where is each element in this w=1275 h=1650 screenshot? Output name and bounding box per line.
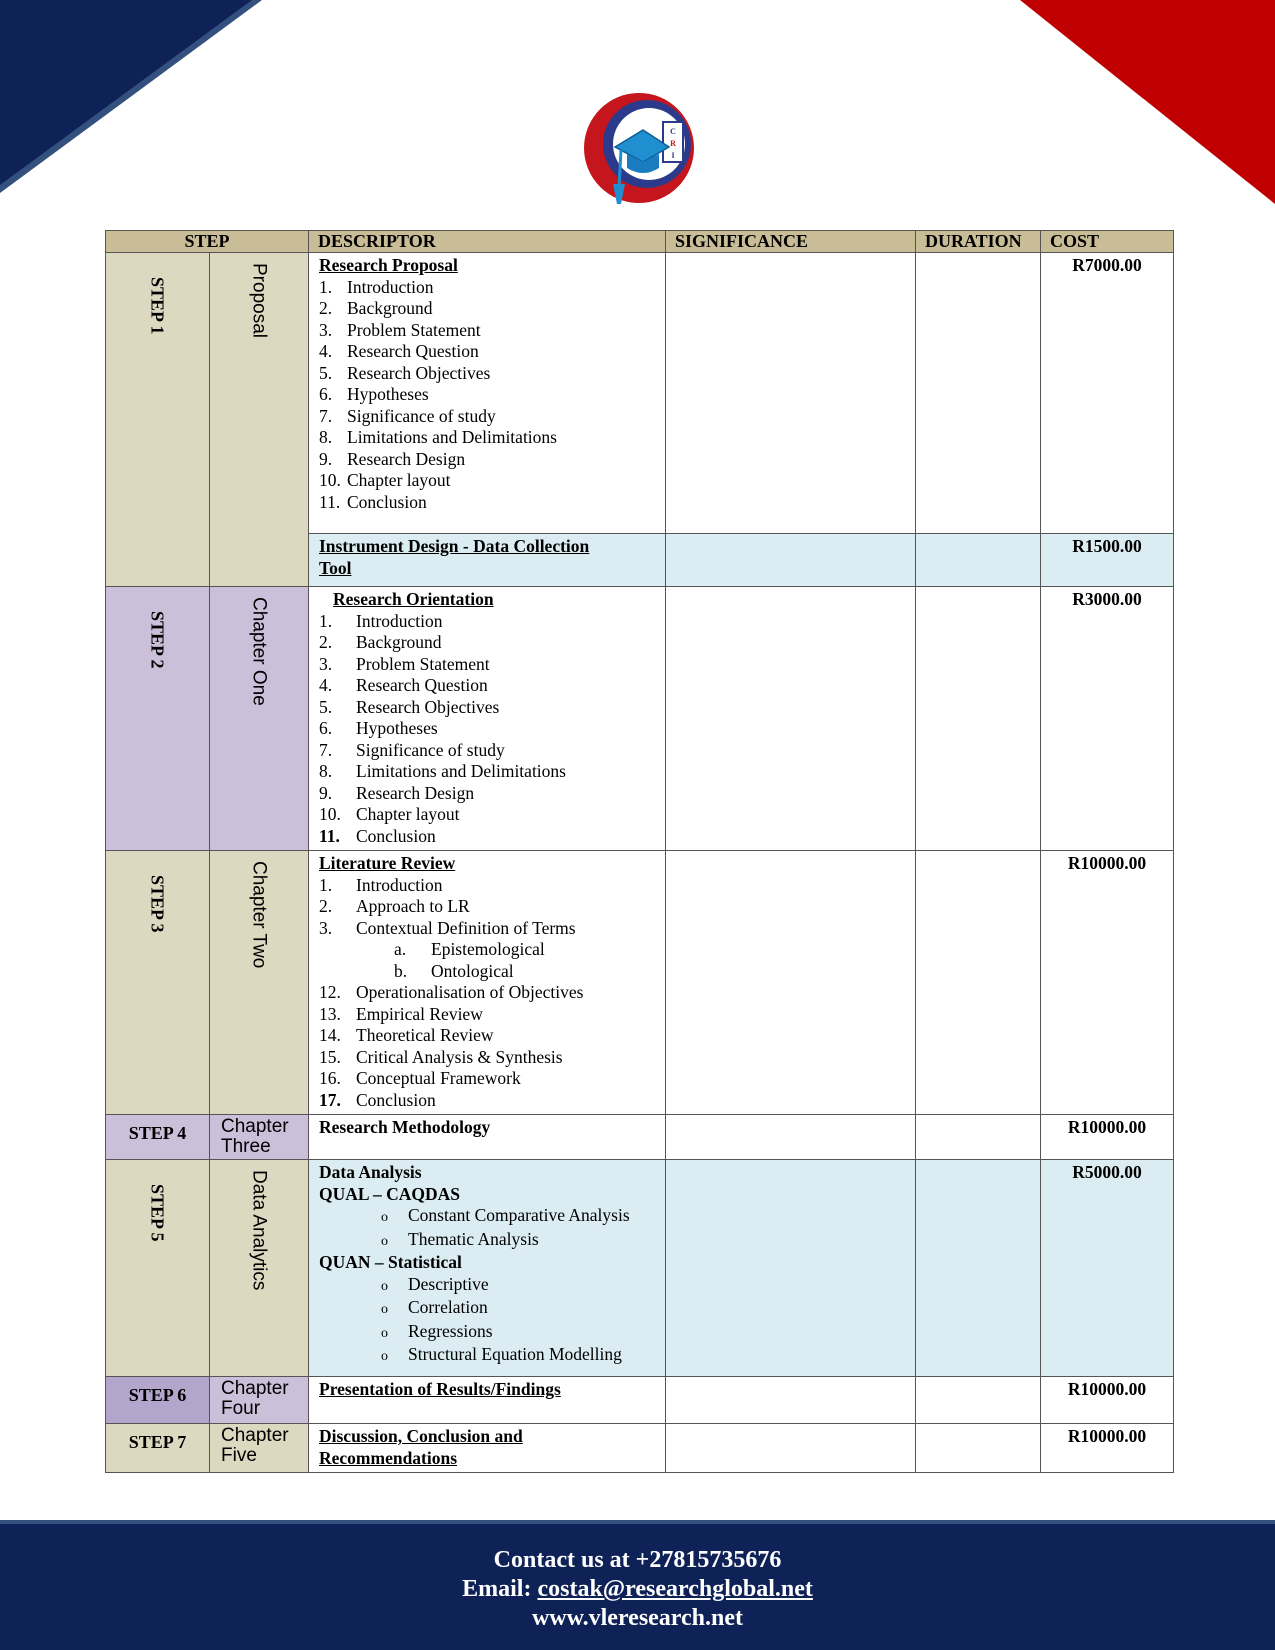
bullet-item-text: Regressions (408, 1320, 493, 1341)
list-item-text: Contextual Definition of Terms (356, 917, 576, 938)
table-row-step-2 (106, 587, 1174, 851)
list-item-text: Research Objectives (356, 696, 500, 717)
list-item (319, 761, 655, 783)
cost-cell: R10000.00 (1041, 1377, 1174, 1424)
descriptor-title: Data Analysis (319, 1162, 422, 1182)
list-item-number: 2. (319, 298, 333, 318)
qual-list (319, 1205, 655, 1252)
contact-email-line (0, 1575, 1275, 1604)
significance-cell (666, 1160, 916, 1377)
significance-cell (666, 534, 916, 587)
descriptor-title: Research Methodology (319, 1117, 491, 1137)
list-item-text: Introduction (356, 874, 443, 895)
bullet-item (319, 1344, 655, 1368)
email-label: Email: (462, 1576, 538, 1602)
list-item-text: Research Objectives (347, 362, 491, 383)
step-label: STEP 4 (106, 1115, 210, 1160)
list-item-number: 4. (319, 675, 333, 695)
sub-list-item (319, 961, 655, 983)
list-item (319, 1090, 655, 1112)
bullet-icon: o (381, 1210, 388, 1225)
list-item (319, 363, 655, 385)
chapter-label: Chapter Two (248, 861, 270, 969)
header-cost: COST (1041, 231, 1174, 253)
list-item (319, 804, 655, 826)
cost-cell: R5000.00 (1041, 1160, 1174, 1377)
list-item-text: Conclusion (356, 1089, 436, 1110)
duration-cell (916, 1115, 1041, 1160)
list-item (319, 1047, 655, 1069)
list-item (319, 277, 655, 299)
list-item-text: Conceptual Framework (356, 1068, 521, 1088)
list-item-number: 9. (319, 448, 333, 469)
step-label: STEP 3 (147, 875, 168, 933)
list-item-text: Theoretical Review (356, 1025, 494, 1045)
significance-cell (666, 851, 916, 1115)
list-item (319, 406, 655, 428)
list-item-text: Chapter layout (356, 804, 460, 824)
list-item-number: 1. (319, 610, 333, 631)
list-item-text: Introduction (347, 276, 434, 297)
table-row-step-6 (106, 1377, 1174, 1424)
cost-cell: R3000.00 (1041, 587, 1174, 851)
svg-text:R: R (670, 139, 676, 148)
bullet-icon: o (381, 1325, 388, 1341)
list-item-number: 1. (319, 276, 333, 297)
list-item (319, 470, 655, 492)
sub-list-item-mark: b. (394, 960, 408, 981)
list-item-number: 9. (319, 782, 333, 803)
descriptor-title-cont: Tool (319, 557, 352, 578)
list-item-number: 6. (319, 718, 333, 738)
descriptor-sublist (319, 939, 655, 982)
list-item-text: Research Design (347, 448, 466, 469)
quan-heading: QUAN – Statistical (319, 1252, 462, 1272)
list-item-number: 6. (319, 384, 333, 404)
list-item-text: Critical Analysis & Synthesis (356, 1046, 563, 1067)
table-row-step-3 (106, 851, 1174, 1115)
descriptor-title-cont: Recommendations (319, 1447, 458, 1468)
list-item-number: 2. (319, 632, 333, 652)
descriptor-title: Instrument Design - Data Collection (319, 536, 590, 556)
chapter-label: Data Analytics (248, 1170, 270, 1291)
list-item-text: Background (347, 298, 433, 318)
chapter-cell (210, 253, 309, 587)
step-cell (106, 587, 210, 851)
header-significance: SIGNIFICANCE (666, 231, 916, 253)
descriptor-cell (309, 587, 666, 851)
chapter-label (210, 1115, 309, 1160)
list-item (319, 1025, 655, 1047)
list-item-number: 14. (319, 1025, 341, 1045)
descriptor-cell (309, 1424, 666, 1473)
list-item-text: Background (356, 632, 442, 652)
list-item-text: Chapter layout (347, 470, 451, 490)
list-item-text: Research Question (356, 675, 488, 695)
bullet-item (319, 1321, 655, 1345)
descriptor-title (319, 589, 655, 611)
sub-list-item (319, 939, 655, 961)
descriptor-cell (309, 1160, 666, 1377)
list-item-text: Hypotheses (356, 718, 438, 738)
significance-cell (666, 587, 916, 851)
list-item-text: Research Design (356, 782, 475, 803)
list-item (319, 896, 655, 918)
list-item (319, 632, 655, 654)
chapter-label-line2: Four (221, 1398, 261, 1419)
list-item-number: 4. (319, 341, 333, 361)
contact-phone: Contact us at +27815735676 (493, 1547, 782, 1573)
step-label: STEP 6 (106, 1377, 210, 1424)
list-item-text: Problem Statement (356, 653, 490, 674)
list-item (319, 611, 655, 633)
list-item (319, 718, 655, 740)
chapter-label (210, 1424, 309, 1473)
table-header-row (106, 231, 1174, 253)
contact-footer (0, 1520, 1275, 1650)
list-item-number: 1. (319, 874, 333, 895)
list-item-number: 15. (319, 1046, 341, 1067)
table-row-step-1 (106, 253, 1174, 534)
svg-text:C: C (670, 127, 676, 136)
list-item (319, 492, 655, 514)
list-item (319, 783, 655, 805)
cost-cell: R10000.00 (1041, 1115, 1174, 1160)
descriptor-list (319, 611, 655, 848)
list-item (319, 675, 655, 697)
sub-list-item-mark: a. (394, 939, 407, 959)
step-cell (106, 253, 210, 587)
list-item-number: 5. (319, 696, 333, 717)
descriptor-title: Presentation of Results/Findings (319, 1379, 561, 1399)
list-item-number: 5. (319, 362, 333, 383)
list-item-number: 13. (319, 1003, 341, 1024)
chapter-label-line1: Chapter (221, 1116, 289, 1137)
list-item (319, 341, 655, 363)
email-link[interactable]: costak@researchglobal.net (537, 1576, 813, 1602)
list-item (319, 320, 655, 342)
top-right-corner-decoration (1020, 0, 1275, 205)
bullet-item-text: Descriptive (408, 1273, 489, 1294)
header-duration: DURATION (916, 231, 1041, 253)
chapter-label (210, 1377, 309, 1424)
list-item (319, 1068, 655, 1090)
list-item (319, 740, 655, 762)
header-descriptor: DESCRIPTOR (309, 231, 666, 253)
bullet-item (319, 1297, 655, 1321)
descriptor-title: Research Proposal (319, 255, 458, 275)
sub-list-item-text: Ontological (431, 960, 514, 981)
duration-cell (916, 253, 1041, 534)
list-item-number: 10. (319, 470, 341, 490)
bullet-item (319, 1229, 655, 1253)
cri-logo (583, 92, 697, 208)
research-steps-table (105, 230, 1174, 1473)
list-item-number: 2. (319, 896, 333, 916)
bullet-icon: o (381, 1233, 388, 1249)
cost-cell: R1500.00 (1041, 534, 1174, 587)
list-item-text: Introduction (356, 610, 443, 631)
list-item-number: 12. (319, 982, 341, 1002)
table-row-step-4 (106, 1115, 1174, 1160)
descriptor-title: Literature Review (319, 853, 456, 873)
bullet-item-text: Constant Comparative Analysis (408, 1205, 630, 1225)
quan-list (319, 1274, 655, 1368)
list-item-text: Operationalisation of Objectives (356, 982, 584, 1002)
list-item (319, 826, 655, 848)
chapter-cell (210, 1160, 309, 1377)
list-item-number: 17. (319, 1089, 341, 1110)
list-item-number: 11. (319, 491, 341, 512)
table-row-step-7 (106, 1424, 1174, 1473)
list-item-number: 8. (319, 427, 333, 447)
list-item (319, 918, 655, 940)
step-cell (106, 851, 210, 1115)
chapter-label-line1: Chapter (221, 1378, 289, 1399)
list-item-number: 16. (319, 1068, 341, 1088)
list-item (319, 875, 655, 897)
significance-cell (666, 1424, 916, 1473)
step-label: STEP 5 (147, 1184, 168, 1242)
list-item-text: Conclusion (356, 825, 436, 846)
table-row-step-5 (106, 1160, 1174, 1377)
chapter-cell (210, 851, 309, 1115)
chapter-label: Chapter One (248, 597, 270, 706)
duration-cell (916, 851, 1041, 1115)
list-item (319, 982, 655, 1004)
list-item-number: 3. (319, 653, 333, 674)
chapter-cell (210, 587, 309, 851)
significance-cell (666, 1115, 916, 1160)
significance-cell (666, 253, 916, 534)
descriptor-list-cont (319, 982, 655, 1111)
chapter-label-line2: Five (221, 1445, 257, 1466)
descriptor-cell (309, 534, 666, 587)
cost-cell: R10000.00 (1041, 851, 1174, 1115)
svg-text:I: I (671, 151, 675, 160)
step-label: STEP 7 (106, 1424, 210, 1473)
bullet-item (319, 1205, 655, 1229)
list-item-text: Conclusion (347, 491, 427, 512)
list-item-text: Limitations and Delimitations (356, 761, 566, 781)
descriptor-cell (309, 1115, 666, 1160)
descriptor-title-text: Research Orientation (333, 589, 494, 609)
list-item-number: 10. (319, 804, 341, 824)
duration-cell (916, 1160, 1041, 1377)
cost-cell: R7000.00 (1041, 253, 1174, 534)
list-item (319, 1004, 655, 1026)
descriptor-cell (309, 1377, 666, 1424)
qual-heading: QUAL – CAQDAS (319, 1183, 460, 1204)
list-item-number: 7. (319, 739, 333, 760)
descriptor-title: Discussion, Conclusion and (319, 1426, 523, 1446)
bullet-icon: o (381, 1302, 388, 1317)
list-item-text: Problem Statement (347, 319, 481, 340)
duration-cell (916, 1377, 1041, 1424)
list-item-number: 11. (319, 825, 340, 846)
duration-cell (916, 534, 1041, 587)
sub-list-item-text: Epistemological (431, 939, 545, 959)
list-item-text: Significance of study (356, 739, 505, 760)
chapter-label-line2: Three (221, 1136, 271, 1157)
bullet-icon: o (381, 1349, 388, 1364)
list-item (319, 697, 655, 719)
descriptor-cell (309, 851, 666, 1115)
significance-cell (666, 1377, 916, 1424)
top-left-corner-decoration (0, 0, 262, 195)
descriptor-list (319, 875, 655, 940)
header-step: STEP (106, 231, 309, 253)
list-item-number: 8. (319, 761, 333, 781)
list-item (319, 449, 655, 471)
list-item (319, 298, 655, 320)
duration-cell (916, 1424, 1041, 1473)
list-item-text: Empirical Review (356, 1003, 483, 1024)
bullet-item-text: Structural Equation Modelling (408, 1344, 622, 1364)
step-label: STEP 2 (147, 611, 168, 669)
list-item-text: Limitations and Delimitations (347, 427, 557, 447)
descriptor-list (319, 277, 655, 514)
bullet-icon: o (381, 1278, 388, 1294)
list-item-number: 3. (319, 319, 333, 340)
list-item-text: Approach to LR (356, 896, 470, 916)
list-item-text: Research Question (347, 341, 479, 361)
list-item-number: 3. (319, 917, 333, 938)
list-item-text: Hypotheses (347, 384, 429, 404)
list-item (319, 654, 655, 676)
list-item-number: 7. (319, 405, 333, 426)
step-label: STEP 1 (147, 277, 168, 335)
bullet-item-text: Thematic Analysis (408, 1228, 539, 1249)
duration-cell (916, 587, 1041, 851)
bullet-item-text: Correlation (408, 1297, 488, 1317)
chapter-label-line1: Chapter (221, 1425, 289, 1446)
descriptor-cell (309, 253, 666, 534)
bullet-item (319, 1274, 655, 1298)
list-item (319, 384, 655, 406)
list-item (319, 427, 655, 449)
website-link[interactable]: www.vleresearch.net (531, 1605, 744, 1631)
chapter-label: Proposal (248, 263, 270, 338)
step-cell (106, 1160, 210, 1377)
cost-cell: R10000.00 (1041, 1424, 1174, 1473)
list-item-text: Significance of study (347, 405, 496, 426)
